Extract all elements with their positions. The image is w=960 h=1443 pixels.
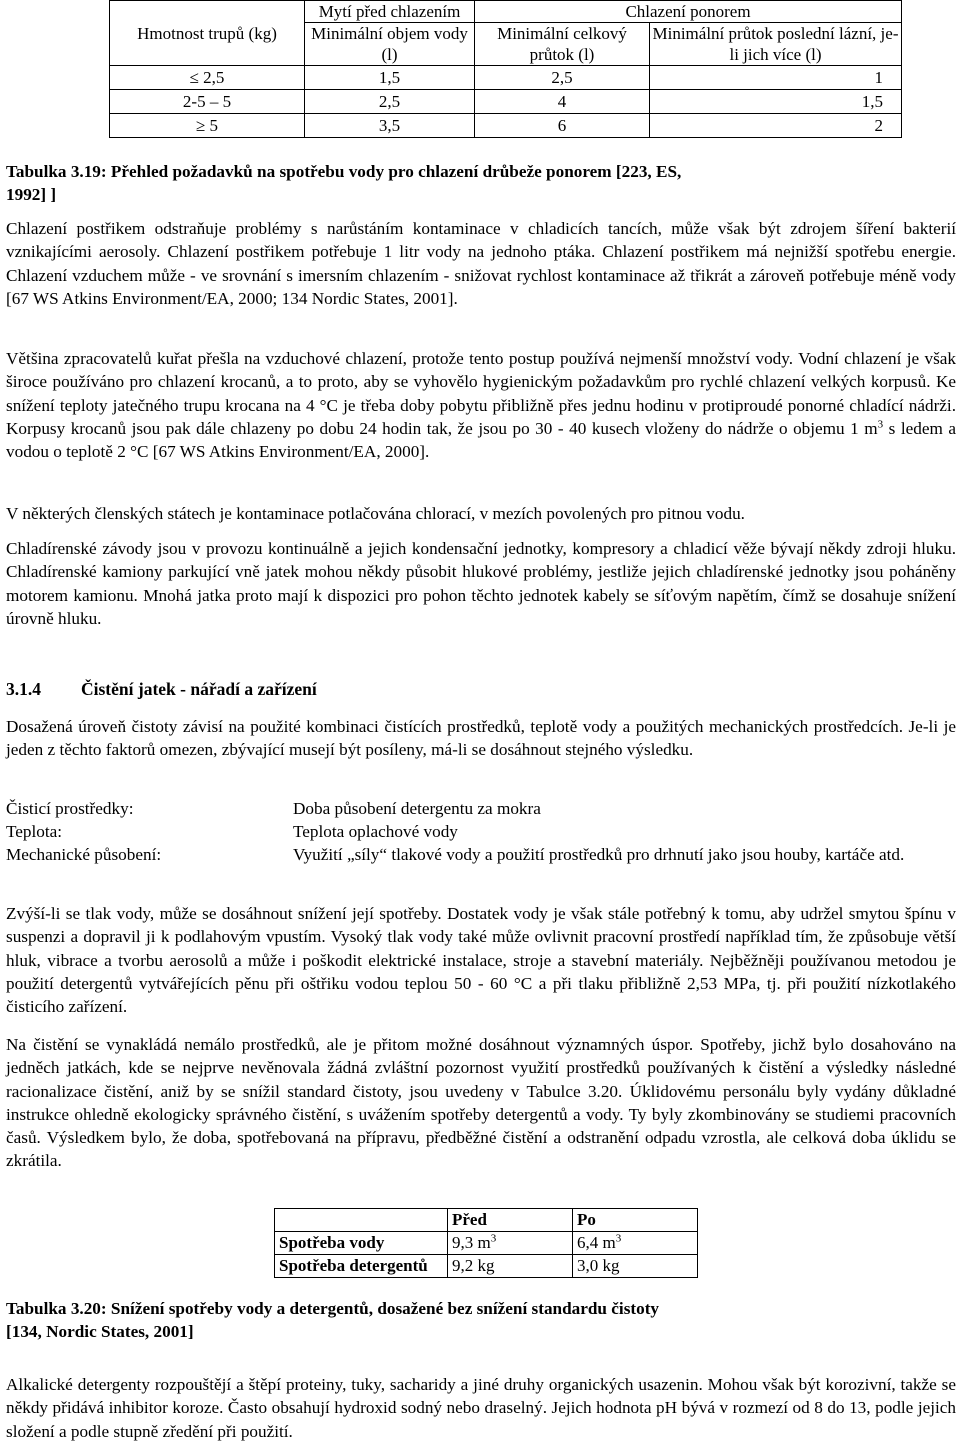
superscript: 3 bbox=[877, 418, 884, 431]
row-label: Spotřeba vody bbox=[275, 1232, 448, 1255]
superscript: 3 bbox=[490, 1232, 497, 1245]
definition-key: Mechanické působení: bbox=[6, 845, 162, 864]
table-row bbox=[275, 1255, 698, 1278]
col-header-mass: Hmotnost trupů (kg) bbox=[110, 1, 305, 66]
table-row bbox=[275, 1232, 698, 1255]
paragraph: Chlazení postřikem odstraňuje problémy s narůstáním kontaminace v chladicích tancích, může však být zdrojem šíření bakterií vznikajícími aerosoly. Chlazení postřikem potřebuje 1 litr vody na jednoho ptáka. Chlazení postřikem má nejnižší spotřebu energie. Chlazení vzduchem může - ve srovnání s imersním chlazením - snižovat rychlost kontaminace až třikrát a zároveň potřebuje méně vody [67 WS Atkins Environment/EA, 2000; 134 Nordic States, 2001]. bbox=[6, 219, 956, 308]
section-number: 3.1.4 bbox=[6, 679, 41, 699]
paragraph-text: s ledem a vodou o teplotě 2 °C [67 WS Atkins Environment/EA, 2000]. bbox=[6, 418, 956, 462]
cell-text: 3,0 kg bbox=[577, 1256, 620, 1275]
definition-key: Teplota: bbox=[6, 822, 63, 841]
definition-value: Využití „síly“ tlakové vody a použití prostředků pro drhnutí jako jsou houby, kartáče atd. bbox=[293, 845, 905, 864]
cell-text: 9,3 m bbox=[452, 1233, 491, 1252]
cell-text: 9,2 kg bbox=[452, 1256, 495, 1275]
col-header-min-last-bath: Minimální průtok poslední lázní, je-li jich více (l) bbox=[650, 23, 902, 66]
caption-line: [134, Nordic States, 2001] bbox=[6, 1322, 194, 1342]
cell-value: 1,5 bbox=[305, 66, 475, 90]
table-row bbox=[110, 66, 902, 90]
paragraph: V některých členských státech je kontaminace potlačována chlorací, v mezích povolených pro pitnou vodu. bbox=[6, 504, 745, 523]
paragraph bbox=[6, 347, 956, 463]
col-header-after: Po bbox=[573, 1209, 698, 1232]
table-caption-3-20 bbox=[6, 1297, 956, 1344]
table-3-20 bbox=[274, 1208, 698, 1278]
definition-key: Čisticí prostředky: bbox=[6, 799, 134, 818]
col-header-min-volume: Minimální objem vody (l) bbox=[305, 23, 475, 66]
group-header-washing: Mytí před chlazením bbox=[305, 1, 475, 23]
cell-value: 2 bbox=[650, 114, 902, 138]
cell-value: 3,5 bbox=[305, 114, 475, 138]
definition-value: Teplota oplachové vody bbox=[293, 822, 458, 841]
cell-mass: 2-5 – 5 bbox=[110, 90, 305, 114]
cell-value: 2,5 bbox=[475, 66, 650, 90]
paragraph: Alkalické detergenty rozpouštějí a štěpí proteiny, tuky, sacharidy a jiné druhy organických usazenin. Mohou však být korozivní, takže se někdy přidává inhibitor koroze. Často obsahují hydroxid sodný nebo draselný. Jejich hodnota pH bývá v rozmezí od 8 do 13, podle jejich složení a podle stupně zředění při použití. bbox=[6, 1375, 956, 1441]
col-header-min-total-flow: Minimální celkový průtok (l) bbox=[475, 23, 650, 66]
table-3-19 bbox=[109, 0, 902, 138]
paragraph: Na čistění se vynakládá nemálo prostředků, ale je přitom možné dosáhnout významných úspor. Spotřeby, jichž bylo dosahováno na jedněch jatkách, kde se nejprve nevěnovala žádná zvláštní pozornost využití prostředků používaných k čistění a výsledky následné racionalizace čistění, aniž by se snížil standard čistoty, jsou uvedeny v Tabulce 3.20. Úklidovému personálu byly vydány důkladné instrukce ohledně ekologicky správného čistění, s uvážením spotřeby detergentů a vody. Ty byly zkombinovány se studiemi pracovních časů. Výsledkem bylo, že doba, spotřebovaná na přípravu, předběžné čistění a odstranění odpadu vzrostla, ale celková doba úklidu se zkrátila. bbox=[6, 1035, 956, 1171]
table-caption-3-19: Tabulka 3.19: Přehled požadavků na spotřebu vody pro chlazení drůbeže ponorem [223, ES, 1992] ] bbox=[6, 162, 682, 205]
cell-value: 6 bbox=[475, 114, 650, 138]
cell-text: 6,4 m bbox=[577, 1233, 616, 1252]
cell-value bbox=[573, 1232, 698, 1255]
table-row bbox=[110, 114, 902, 138]
paragraph: Zvýší-li se tlak vody, může se dosáhnout snížení její spotřeby. Dostatek vody je však stále potřebný k tomu, aby udržel smytou špínu v suspenzi a dopravil ji k podlahovým vpustím. Vysoký tlak vody také může ovlivnit pracovní prostředí například tím, že způsobuje větší hluk, vibrace a tvorbu aerosolů a může i poškodit elektrické instalace, stroje a stavební materiály. Nejběžněji používanou metodou je použití detergentů vytvářejících pěnu při oštřiku vodou teplou 50 - 60 °C a při tlaku přibližně 2,53 MPa, tj. při použití nízkotlakého čisticího zařízení. bbox=[6, 904, 956, 1017]
cell-value: 2,5 bbox=[305, 90, 475, 114]
section-heading bbox=[6, 678, 317, 701]
col-header-empty bbox=[275, 1209, 448, 1232]
paragraph: Chladírenské závody jsou v provozu kontinuálně a jejich kondensační jednotky, kompresory a chladicí věže bývají někdy zdroji hluku. Chladírenské kamiony parkující vně jatek mohou někdy působit hlukové problémy, jestliže jejich chladírenské jednotky jsou poháněny motorem kamionu. Mnohá jatka proto mají k dispozici pro pohon těchto jednotek kabely se síťovým napětím, čímž se dosahuje snížení úrovně hluku. bbox=[6, 539, 956, 628]
definition-value: Doba působení detergentu za mokra bbox=[293, 799, 541, 818]
group-header-immersion: Chlazení ponorem bbox=[475, 1, 902, 23]
paragraph-text: Většina zpracovatelů kuřat přešla na vzduchové chlazení, protože tento postup používá nejmenší množství vody. Vodní chlazení je však široce používáno pro chlazení krocanů, a to proto, aby se vyhovělo hygienickým požadavkům pro rychlé chlazení velkých korpusů. Ke snížení teploty jatečného trupu krocana na 4 °C je třeba doby pobytu přibližně přes jednu hodinu v protiproudé ponorné chladící nádrži. Korpusy krocanů jsou pak dále chlazeny po dobu 24 hodin tak, že jsou po 30 - 40 kusech vloženy do nádrže o objemu 1 m bbox=[6, 349, 956, 438]
section-title: Čistění jatek - nářadí a zařízení bbox=[81, 679, 317, 699]
cell-mass: ≤ 2,5 bbox=[110, 66, 305, 90]
superscript: 3 bbox=[615, 1232, 622, 1245]
cell-value: 1,5 bbox=[650, 90, 902, 114]
cell-value bbox=[573, 1255, 698, 1278]
cell-value: 1 bbox=[650, 66, 902, 90]
paragraph: Dosažená úroveň čistoty závisí na použité kombinaci čistících prostředků, teplotě vody a použitých mechanických prostředcích. Je-li je jeden z těchto faktorů omezen, zbývající musejí být posíleny, má-li se dosáhnout stejného výsledku. bbox=[6, 717, 956, 760]
cell-mass: ≥ 5 bbox=[110, 114, 305, 138]
cell-value bbox=[448, 1255, 573, 1278]
col-header-before: Před bbox=[448, 1209, 573, 1232]
row-label: Spotřeba detergentů bbox=[275, 1255, 448, 1278]
cell-value bbox=[448, 1232, 573, 1255]
cell-value: 4 bbox=[475, 90, 650, 114]
caption-line: Tabulka 3.20: Snížení spotřeby vody a detergentů, dosažené bez snížení standardu čistoty bbox=[6, 1299, 660, 1318]
table-row bbox=[110, 90, 902, 114]
